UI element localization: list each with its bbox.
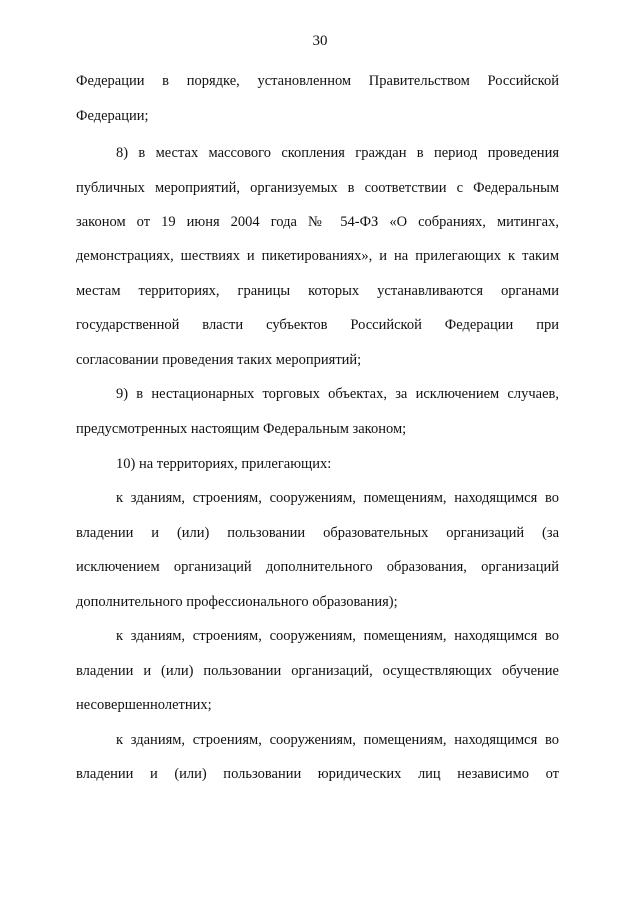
text-line: 9) в нестационарных торговых объектах, за исключением случаев, <box>116 386 559 402</box>
text-line: Федерации; <box>76 108 149 124</box>
text-line: 8) в местах массового скопления граждан в период проведения <box>116 145 559 161</box>
text-line: несовершеннолетних; <box>76 697 212 713</box>
text-line: к зданиям, строениям, сооружениям, помещениям, находящимся во <box>116 490 559 506</box>
text-line: 10) на территориях, прилегающих: <box>116 456 332 472</box>
text-line: Федерации в порядке, установленном Правительством Российской <box>76 73 559 89</box>
text-line: владении и (или) пользовании образовательных организаций (за <box>76 525 559 541</box>
text-line: законом от 19 июня 2004 года № 54-ФЗ «О собраниях, митингах, <box>76 214 559 230</box>
text-line: к зданиям, строениям, сооружениям, помещениям, находящимся во <box>116 628 559 644</box>
text-line: государственной власти субъектов Российской Федерации при <box>76 317 559 333</box>
page-number: 30 <box>312 33 328 49</box>
text-line: дополнительного профессионального образования); <box>76 594 398 610</box>
text-line: предусмотренных настоящим Федеральным законом; <box>76 421 407 437</box>
text-line: исключением организаций дополнительного образования, организаций <box>76 559 559 575</box>
text-line: публичных мероприятий, организуемых в соответствии с Федеральным <box>76 180 559 196</box>
text-line: владении и (или) пользовании организаций, осуществляющих обучение <box>76 663 559 679</box>
text-line: местам территориях, границы которых устанавливаются органами <box>76 283 559 299</box>
text-line: к зданиям, строениям, сооружениям, помещениям, находящимся во <box>116 732 559 748</box>
text-line: владении и (или) пользовании юридических лиц независимо от <box>76 766 559 782</box>
text-line: согласовании проведения таких мероприятий; <box>76 352 362 368</box>
text-line: демонстрациях, шествиях и пикетированиях», и на прилегающих к таким <box>76 248 559 264</box>
